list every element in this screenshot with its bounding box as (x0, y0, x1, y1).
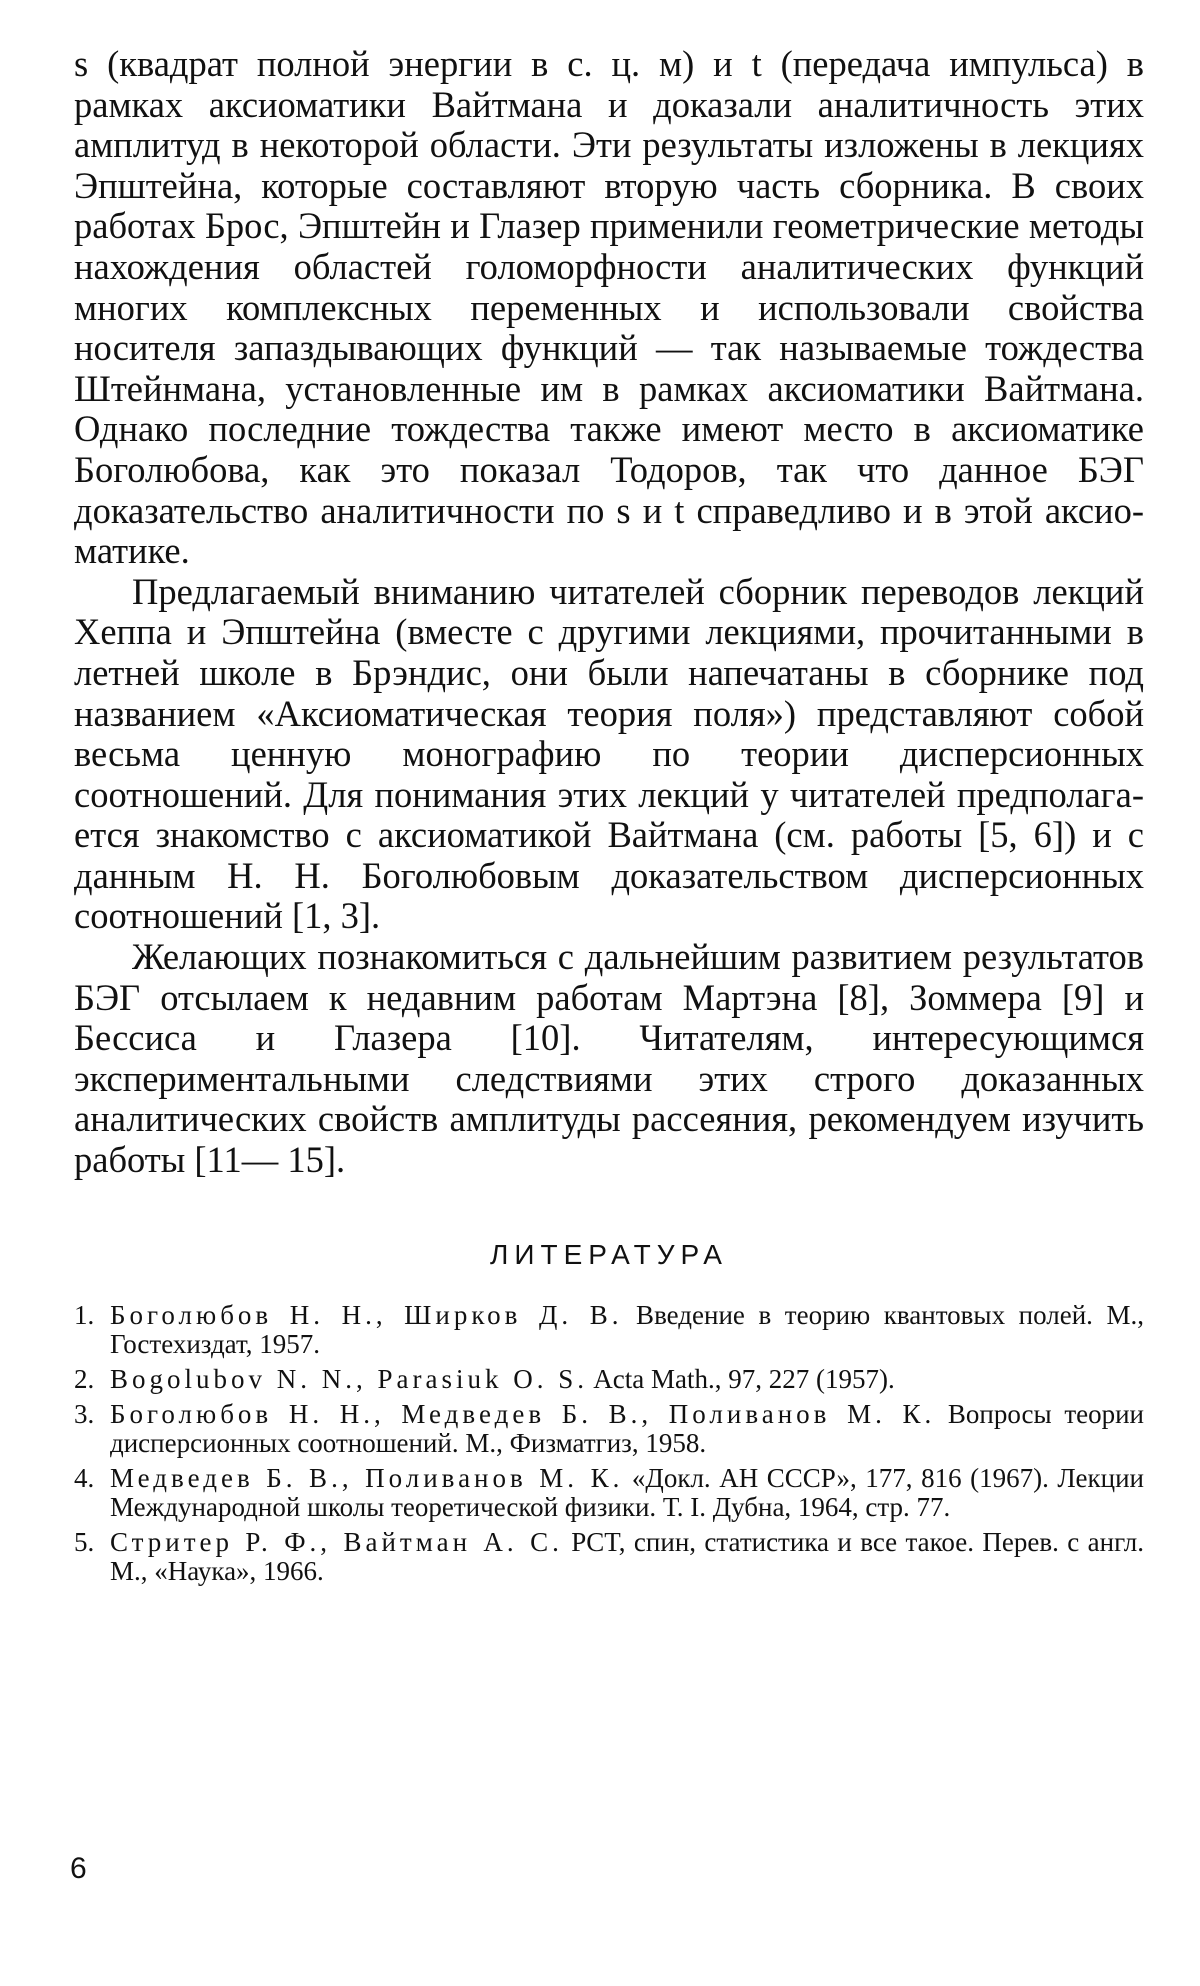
reference-text: Вопросы теории дисперсионных соотношений. М., Физматгиз, 1958. (110, 1398, 1145, 1458)
reference-item (74, 1400, 1144, 1458)
reference-authors: Bogolubov N. N., Parasiuk O. S. (110, 1363, 589, 1394)
paragraph-3: Желающих познакомиться с дальнейшим развитием результатов БЭГ отсылаем к недавним работам Мартэна [8], Зоммера [9] и Бессиса и Глазера [10]. Читателям, интересующимся экспериментальными следствиями этих строго доказанных аналитических свойств амплитуды рассеяния, рекомендуем изучить работы [11— 15]. (74, 936, 1144, 1181)
page-content (74, 44, 1144, 1592)
reference-list (74, 1301, 1144, 1586)
reference-authors: Стритер Р. Ф., Вайтман А. С. (110, 1526, 563, 1557)
page-number: 6 (70, 1852, 87, 1885)
paragraph-2: Предлагаемый вниманию читателей сборник переводов лекций Хеппа и Эпштейна (вместе с другими лекциями, прочитанными в летней школе в Брэндис, они были напечатаны в сборнике под названием «Аксиоматическая теория поля») представляют собой весьма ценную монографию по теории дисперсионных соотношений. Для понимания этих лекций у читателей предполагается знакомство с аксиоматикой Вайтмана (см. работы [5, 6]) и с данным Н. Н. Боголюбовым доказательством дисперсионных соотношений [1, 3]. (74, 570, 1144, 937)
reference-item (74, 1528, 1144, 1586)
body-text (74, 44, 1144, 1181)
reference-text: Acta Math., 97, 227 (1957). (588, 1363, 895, 1394)
reference-item (74, 1464, 1144, 1522)
reference-number: 2. (74, 1363, 95, 1394)
reference-authors: Боголюбов Н. Н., Ширков Д. В. (110, 1299, 623, 1330)
literature-heading: ЛИТЕРАТУРА (490, 1238, 728, 1270)
reference-number: 4. (74, 1462, 95, 1493)
reference-text: Введение в теорию квантовых полей. М., Гостехиздат, 1957. (110, 1299, 1144, 1359)
reference-text: PCT, спин, статистика и все такое. Перев. с англ. М., «Наука», 1966. (110, 1526, 1144, 1586)
reference-text: «Докл. АН СССР», 177, 816 (1967). Лекции Международной школы теоретической физики. Т. I. Дубна, 1964, стр. 77. (110, 1462, 1145, 1522)
reference-number: 3. (74, 1398, 95, 1429)
reference-number: 1. (74, 1299, 95, 1330)
paragraph-1: s (квадрат полной энергии в с. ц. м) и t (передача импульса) в рамках аксиоматики Вайтмана и доказали аналитичность этих амплитуд в некоторой области. Эти результаты изложены в лекциях Эпштейна, которые составляют вторую часть сборника. В своих работах Брос, Эпштейн и Глазер применили геометрические методы нахождения областей голоморфности аналитических функций многих комплексных переменных и использовали свойства носителя запаздывающих функций — так называемые тождества Штейнмана, установленные им в рамках аксиоматики Вайтмана. Однако последние тождества также имеют место в аксиоматике Боголюбова, как это показал Тодоров, так что данное БЭГ доказательство аналитичности по s и t справедливо и в этой аксиоматике. (74, 43, 1144, 572)
reference-number: 5. (74, 1526, 95, 1557)
reference-authors: Медведев Б. В., Поливанов М. К. (110, 1462, 624, 1493)
reference-item (74, 1365, 1144, 1394)
reference-authors: Боголюбов Н. Н., Медведев Б. В., Поливанов М. К. (110, 1398, 936, 1429)
reference-item (74, 1301, 1144, 1359)
